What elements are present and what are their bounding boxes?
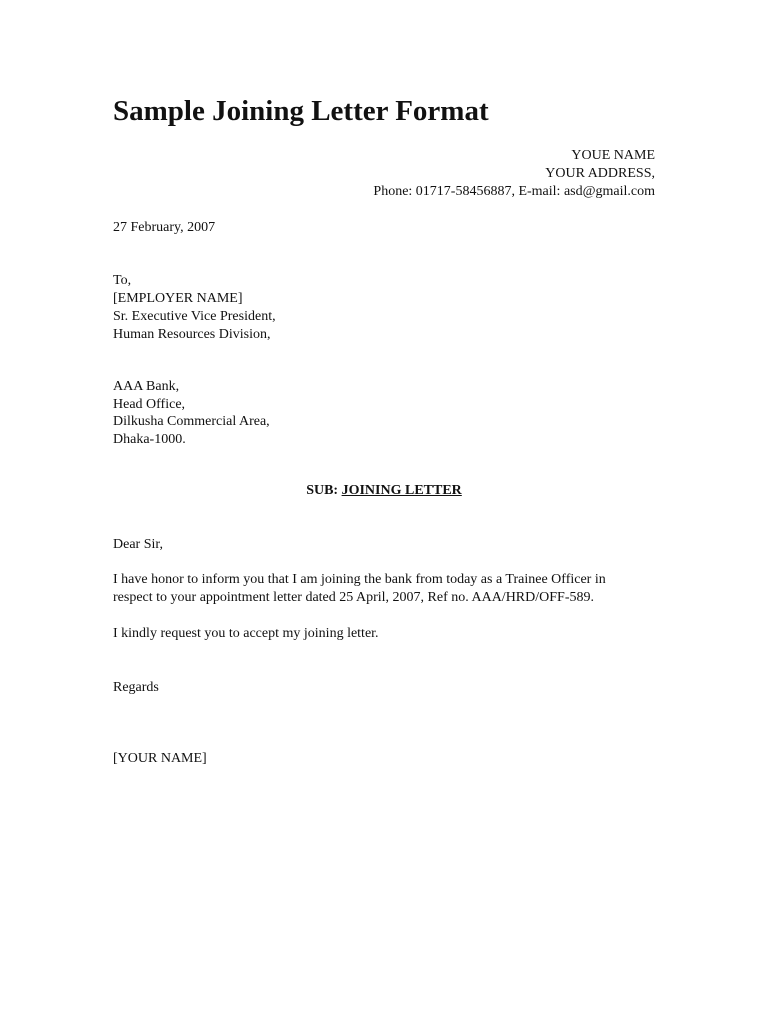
letter-date: 27 February, 2007: [113, 220, 216, 235]
body-paragraph-1-line-2: respect to your appointment letter dated 25 April, 2007, Ref no. AAA/HRD/OFF-589.: [113, 590, 594, 605]
organization-office: Head Office,: [113, 397, 186, 412]
subject-text: JOINING LETTER: [341, 483, 462, 498]
body-paragraph-2: I kindly request you to accept my joining letter.: [113, 626, 379, 641]
organization-city: Dhaka-1000.: [113, 432, 186, 447]
salutation: Dear Sir,: [113, 537, 163, 552]
subject-line: [0, 482, 768, 500]
organization-name: AAA Bank,: [113, 379, 180, 394]
subject-prefix: SUB:: [306, 483, 339, 498]
sender-address: YOUR ADDRESS,: [545, 166, 655, 181]
recipient-name: [EMPLOYER NAME]: [113, 291, 243, 306]
organization-area: Dilkusha Commercial Area,: [113, 414, 270, 429]
signature-name: [YOUR NAME]: [113, 751, 207, 766]
sender-contact: Phone: 01717-58456887, E-mail: asd@gmail.com: [373, 184, 655, 199]
closing: Regards: [113, 680, 159, 695]
recipient-division: Human Resources Division,: [113, 327, 271, 342]
page-title: Sample Joining Letter Format: [113, 95, 489, 127]
recipient-to: To,: [113, 273, 132, 288]
sender-name: YOUE NAME: [571, 148, 655, 163]
body-paragraph-1-line-1: I have honor to inform you that I am joining the bank from today as a Trainee Officer in: [113, 572, 606, 587]
recipient-designation: Sr. Executive Vice President,: [113, 309, 276, 324]
